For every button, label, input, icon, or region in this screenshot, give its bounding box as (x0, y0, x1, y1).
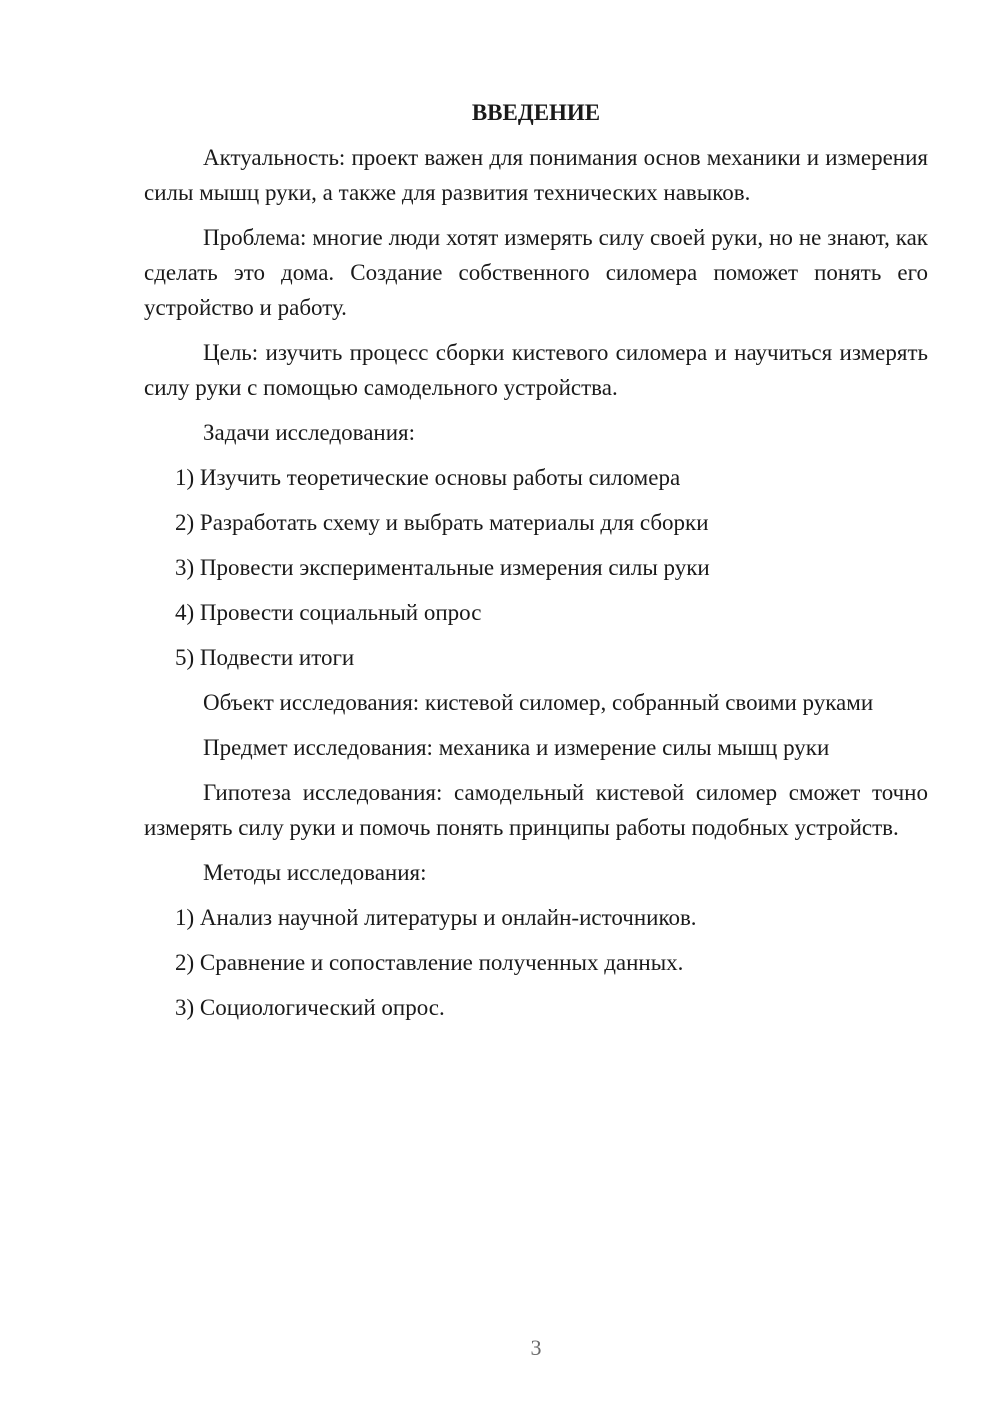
page-number: 3 (530, 1335, 542, 1360)
research-object: Объект исследования: кистевой силомер, собранный своими руками (203, 690, 874, 715)
problem-paragraph: Проблема: многие люди хотят измерять силу своей руки, но не знают, как сделать это дома. Создание собственного силомера поможет понять его устройство и работу. (144, 225, 928, 320)
goal-paragraph: Цель: изучить процесс сборки кистевого силомера и научиться измерять силу руки с помощью самодельного устройства. (144, 340, 928, 400)
hypothesis-paragraph: Гипотеза исследования: самодельный кистевой силомер сможет точно измерять силу руки и помочь понять принципы работы подобных устройств. (144, 780, 928, 840)
task-item-1: 1) Изучить теоретические основы работы силомера (175, 465, 681, 490)
tasks-title: Задачи исследования: (203, 420, 416, 445)
task-item-3: 3) Провести экспериментальные измерения силы руки (175, 555, 710, 580)
page-content (144, 95, 928, 1035)
research-subject: Предмет исследования: механика и измерение силы мышц руки (203, 735, 830, 760)
task-item-2: 2) Разработать схему и выбрать материалы для сборки (175, 510, 709, 535)
method-item-2: 2) Сравнение и сопоставление полученных данных. (175, 950, 684, 975)
task-item-4: 4) Провести социальный опрос (175, 600, 482, 625)
relevance-paragraph: Актуальность: проект важен для понимания основ механики и измерения силы мышц руки, а также для развития технических навыков. (144, 145, 928, 205)
method-item-1: 1) Анализ научной литературы и онлайн-источников. (175, 905, 697, 930)
methods-title: Методы исследования: (203, 860, 427, 885)
method-item-3: 3) Социологический опрос. (175, 995, 445, 1020)
task-item-5: 5) Подвести итоги (175, 645, 355, 670)
section-heading: ВВЕДЕНИЕ (471, 100, 601, 125)
